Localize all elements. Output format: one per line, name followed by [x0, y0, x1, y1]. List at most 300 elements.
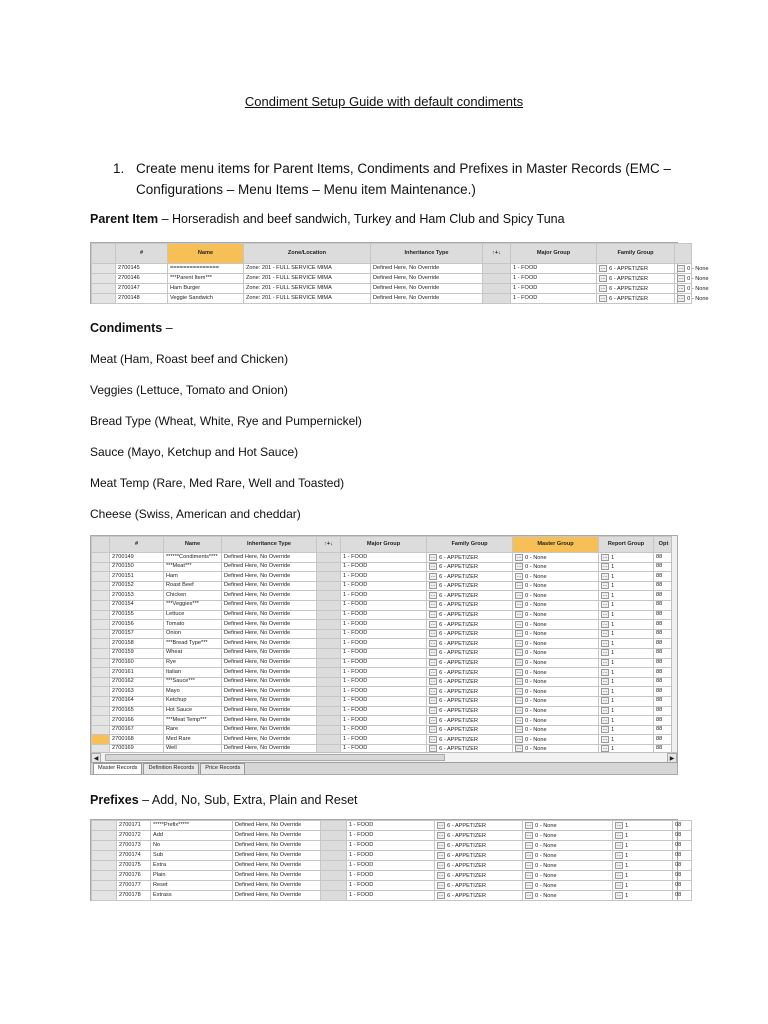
- master-group-cell[interactable]: ... 0 - None: [523, 871, 613, 881]
- ellipsis-button[interactable]: ...: [603, 563, 608, 570]
- name-cell[interactable]: ***Bread Type***: [164, 639, 222, 649]
- number-cell[interactable]: 2700174: [117, 851, 151, 861]
- name-cell[interactable]: ***Sauce***: [164, 677, 222, 687]
- col-header-major-group[interactable]: Major Group: [341, 537, 427, 553]
- ellipsis-button[interactable]: ...: [431, 591, 436, 598]
- opt-cell[interactable]: 08: [673, 821, 692, 831]
- ellipsis-button[interactable]: ...: [517, 611, 522, 618]
- table-row[interactable]: [92, 658, 674, 668]
- ellipsis-button[interactable]: ...: [439, 871, 444, 878]
- opt-cell[interactable]: 88: [654, 687, 674, 697]
- tab-definition-records[interactable]: Definition Records: [143, 763, 199, 774]
- inheritance-cell[interactable]: Defined Here, No Override: [233, 841, 321, 851]
- row-header[interactable]: [92, 871, 117, 881]
- row-header[interactable]: [92, 706, 110, 716]
- inheritance-cell[interactable]: Defined Here, No Override: [222, 744, 317, 754]
- major-group-cell[interactable]: 1 - FOOD: [341, 610, 427, 620]
- ellipsis-button[interactable]: ...: [439, 891, 444, 898]
- master-group-cell[interactable]: ... 0 - None: [513, 744, 599, 754]
- report-group-cell[interactable]: ... 1: [599, 620, 654, 630]
- inheritance-cell[interactable]: Defined Here, No Override: [222, 581, 317, 591]
- opt-cell[interactable]: 88: [654, 658, 674, 668]
- name-cell[interactable]: ***Veggies***: [164, 600, 222, 610]
- opt-cell[interactable]: 08: [673, 841, 692, 851]
- family-group-cell[interactable]: ... 6 - APPETIZER: [427, 581, 513, 591]
- number-cell[interactable]: 2700145: [116, 264, 168, 274]
- table-row[interactable]: [92, 735, 674, 745]
- extra-cell[interactable]: ... 0 - None: [675, 294, 692, 304]
- inheritance-cell[interactable]: Defined Here, No Override: [233, 861, 321, 871]
- row-header[interactable]: [92, 562, 110, 572]
- ellipsis-button[interactable]: ...: [617, 841, 622, 848]
- inheritance-cell[interactable]: Defined Here, No Override: [233, 871, 321, 881]
- inheritance-cell[interactable]: Defined Here, No Override: [222, 610, 317, 620]
- inheritance-cell[interactable]: Defined Here, No Override: [222, 572, 317, 582]
- report-group-cell[interactable]: ... 1: [599, 716, 654, 726]
- name-cell[interactable]: Well: [164, 744, 222, 754]
- col-header-sort-icon[interactable]: ↑+↓: [483, 244, 511, 264]
- master-group-cell[interactable]: ... 0 - None: [513, 725, 599, 735]
- inheritance-cell[interactable]: Defined Here, No Override: [222, 696, 317, 706]
- master-group-cell[interactable]: ... 0 - None: [523, 891, 613, 901]
- ellipsis-button[interactable]: ...: [517, 678, 522, 685]
- ellipsis-button[interactable]: ...: [431, 716, 436, 723]
- report-group-cell[interactable]: ... 1: [599, 668, 654, 678]
- name-cell[interactable]: Extrass: [151, 891, 233, 901]
- ellipsis-button[interactable]: ...: [431, 611, 436, 618]
- ellipsis-button[interactable]: ...: [617, 851, 622, 858]
- row-header[interactable]: [92, 677, 110, 687]
- inheritance-cell[interactable]: Defined Here, No Override: [222, 562, 317, 572]
- name-cell[interactable]: Ham: [164, 572, 222, 582]
- major-group-cell[interactable]: 1 - FOOD: [511, 264, 597, 274]
- row-header[interactable]: [92, 553, 110, 563]
- scroll-thumb[interactable]: [105, 754, 445, 761]
- number-cell[interactable]: 2700159: [110, 648, 164, 658]
- table-row[interactable]: [92, 581, 674, 591]
- major-group-cell[interactable]: 1 - FOOD: [341, 639, 427, 649]
- report-group-cell[interactable]: ... 1: [599, 600, 654, 610]
- master-group-cell[interactable]: ... 0 - None: [513, 591, 599, 601]
- ellipsis-button[interactable]: ...: [527, 831, 532, 838]
- number-cell[interactable]: 2700164: [110, 696, 164, 706]
- table-row[interactable]: [92, 620, 674, 630]
- row-header[interactable]: [92, 841, 117, 851]
- master-group-cell[interactable]: ... 0 - None: [513, 668, 599, 678]
- family-group-cell[interactable]: ... 6 - APPETIZER: [597, 294, 675, 304]
- ellipsis-button[interactable]: ...: [527, 891, 532, 898]
- row-header[interactable]: [92, 610, 110, 620]
- name-cell[interactable]: Onion: [164, 629, 222, 639]
- opt-cell[interactable]: 08: [673, 851, 692, 861]
- ellipsis-button[interactable]: ...: [603, 668, 608, 675]
- ellipsis-button[interactable]: ...: [431, 745, 436, 752]
- ellipsis-button[interactable]: ...: [603, 601, 608, 608]
- master-group-cell[interactable]: ... 0 - None: [513, 696, 599, 706]
- col-header-report-group[interactable]: Report Group: [599, 537, 654, 553]
- opt-cell[interactable]: 08: [673, 891, 692, 901]
- table-row[interactable]: [92, 841, 692, 851]
- opt-cell[interactable]: 08: [673, 831, 692, 841]
- ellipsis-button[interactable]: ...: [679, 284, 684, 291]
- name-cell[interactable]: Chicken: [164, 591, 222, 601]
- ellipsis-button[interactable]: ...: [431, 687, 436, 694]
- ellipsis-button[interactable]: ...: [603, 678, 608, 685]
- col-header-number[interactable]: #: [110, 537, 164, 553]
- ellipsis-button[interactable]: ...: [431, 649, 436, 656]
- number-cell[interactable]: 2700158: [110, 639, 164, 649]
- major-group-cell[interactable]: 1 - FOOD: [347, 851, 435, 861]
- number-cell[interactable]: 2700166: [110, 716, 164, 726]
- number-cell[interactable]: 2700173: [117, 841, 151, 851]
- opt-cell[interactable]: 88: [654, 553, 674, 563]
- ellipsis-button[interactable]: ...: [603, 591, 608, 598]
- major-group-cell[interactable]: 1 - FOOD: [341, 706, 427, 716]
- report-group-cell[interactable]: ... 1: [599, 735, 654, 745]
- table-row[interactable]: [92, 562, 674, 572]
- ellipsis-button[interactable]: ...: [603, 611, 608, 618]
- ellipsis-button[interactable]: ...: [431, 735, 436, 742]
- ellipsis-button[interactable]: ...: [517, 735, 522, 742]
- ellipsis-button[interactable]: ...: [601, 284, 606, 291]
- ellipsis-button[interactable]: ...: [517, 630, 522, 637]
- family-group-cell[interactable]: ... 6 - APPETIZER: [427, 677, 513, 687]
- inheritance-cell[interactable]: Defined Here, No Override: [222, 716, 317, 726]
- report-group-cell[interactable]: ... 1: [599, 553, 654, 563]
- row-header[interactable]: [92, 264, 116, 274]
- ellipsis-button[interactable]: ...: [439, 831, 444, 838]
- family-group-cell[interactable]: ... 6 - APPETIZER: [427, 572, 513, 582]
- number-cell[interactable]: 2700162: [110, 677, 164, 687]
- inheritance-cell[interactable]: Defined Here, No Override: [233, 821, 321, 831]
- number-cell[interactable]: 2700171: [117, 821, 151, 831]
- major-group-cell[interactable]: 1 - FOOD: [347, 861, 435, 871]
- family-group-cell[interactable]: ... 6 - APPETIZER: [427, 639, 513, 649]
- parent-items-grid[interactable]: [90, 242, 709, 304]
- master-group-cell[interactable]: ... 0 - None: [513, 687, 599, 697]
- ellipsis-button[interactable]: ...: [603, 707, 608, 713]
- major-group-cell[interactable]: 1 - FOOD: [341, 687, 427, 697]
- table-row[interactable]: [92, 572, 674, 582]
- master-group-cell[interactable]: ... 0 - None: [513, 553, 599, 563]
- zone-cell[interactable]: Zone: 201 - FULL SERVICE MIMA: [244, 264, 371, 274]
- ellipsis-button[interactable]: ...: [527, 871, 532, 878]
- family-group-cell[interactable]: ... 6 - APPETIZER: [427, 562, 513, 572]
- major-group-cell[interactable]: 1 - FOOD: [341, 696, 427, 706]
- number-cell[interactable]: 2700149: [110, 553, 164, 563]
- col-header-family-group[interactable]: Family Group: [427, 537, 513, 553]
- ellipsis-button[interactable]: ...: [617, 831, 622, 838]
- major-group-cell[interactable]: 1 - FOOD: [341, 600, 427, 610]
- opt-cell[interactable]: 88: [654, 581, 674, 591]
- table-row[interactable]: [92, 831, 692, 841]
- master-group-cell[interactable]: ... 0 - None: [523, 851, 613, 861]
- table-row[interactable]: [92, 851, 692, 861]
- report-group-cell[interactable]: ... 1: [599, 648, 654, 658]
- row-header[interactable]: [92, 881, 117, 891]
- ellipsis-button[interactable]: ...: [679, 294, 684, 301]
- scroll-right-icon[interactable]: ▶: [667, 753, 677, 763]
- opt-cell[interactable]: 88: [654, 735, 674, 745]
- ellipsis-button[interactable]: ...: [431, 630, 436, 637]
- number-cell[interactable]: 2700177: [117, 881, 151, 891]
- family-group-cell[interactable]: ... 6 - APPETIZER: [427, 600, 513, 610]
- opt-cell[interactable]: 88: [654, 639, 674, 649]
- name-cell[interactable]: Wheat: [164, 648, 222, 658]
- number-cell[interactable]: 2700154: [110, 600, 164, 610]
- ellipsis-button[interactable]: ...: [603, 716, 608, 723]
- tab-master-records[interactable]: Master Records: [93, 763, 142, 774]
- family-group-cell[interactable]: ... 6 - APPETIZER: [427, 716, 513, 726]
- inheritance-cell[interactable]: Defined Here, No Override: [233, 891, 321, 901]
- opt-cell[interactable]: 88: [654, 600, 674, 610]
- major-group-cell[interactable]: 1 - FOOD: [341, 735, 427, 745]
- inheritance-cell[interactable]: Defined Here, No Override: [222, 639, 317, 649]
- ellipsis-button[interactable]: ...: [603, 687, 608, 694]
- row-header[interactable]: [92, 294, 116, 304]
- ellipsis-button[interactable]: ...: [679, 274, 684, 281]
- report-group-cell[interactable]: ... 1: [613, 851, 673, 861]
- row-header[interactable]: [92, 591, 110, 601]
- inheritance-cell[interactable]: Defined Here, No Override: [233, 851, 321, 861]
- major-group-cell[interactable]: 1 - FOOD: [347, 871, 435, 881]
- table-row[interactable]: [92, 264, 692, 274]
- ellipsis-button[interactable]: ...: [431, 620, 436, 627]
- opt-cell[interactable]: 88: [654, 716, 674, 726]
- report-group-cell[interactable]: ... 1: [613, 861, 673, 871]
- table-row[interactable]: [92, 687, 674, 697]
- master-group-cell[interactable]: ... 0 - None: [513, 600, 599, 610]
- name-cell[interactable]: Roast Beef: [164, 581, 222, 591]
- family-group-cell[interactable]: ... 6 - APPETIZER: [597, 274, 675, 284]
- ellipsis-button[interactable]: ...: [601, 294, 606, 301]
- family-group-cell[interactable]: ... 6 - APPETIZER: [435, 891, 523, 901]
- inheritance-cell[interactable]: Defined Here, No Override: [222, 629, 317, 639]
- inheritance-cell[interactable]: Defined Here, No Override: [222, 658, 317, 668]
- row-header[interactable]: [92, 851, 117, 861]
- name-cell[interactable]: ===============: [168, 264, 244, 274]
- row-header[interactable]: [92, 581, 110, 591]
- name-cell[interactable]: ******Condiments****: [164, 553, 222, 563]
- row-header[interactable]: [92, 284, 116, 294]
- report-group-cell[interactable]: ... 1: [599, 562, 654, 572]
- number-cell[interactable]: 2700160: [110, 658, 164, 668]
- master-group-cell[interactable]: ... 0 - None: [513, 581, 599, 591]
- ellipsis-button[interactable]: ...: [431, 582, 436, 589]
- name-cell[interactable]: Sub: [151, 851, 233, 861]
- horizontal-scrollbar[interactable]: [91, 752, 677, 762]
- family-group-cell[interactable]: ... 6 - APPETIZER: [427, 610, 513, 620]
- major-group-cell[interactable]: 1 - FOOD: [347, 841, 435, 851]
- master-group-cell[interactable]: ... 0 - None: [513, 677, 599, 687]
- inheritance-cell[interactable]: Defined Here, No Override: [222, 677, 317, 687]
- master-group-cell[interactable]: ... 0 - None: [513, 735, 599, 745]
- extra-cell[interactable]: ... 0 - None: [675, 284, 692, 294]
- major-group-cell[interactable]: 1 - FOOD: [341, 620, 427, 630]
- inheritance-cell[interactable]: Defined Here, No Override: [371, 274, 483, 284]
- report-group-cell[interactable]: ... 1: [599, 639, 654, 649]
- opt-cell[interactable]: 08: [673, 871, 692, 881]
- table-row[interactable]: [92, 284, 692, 294]
- ellipsis-button[interactable]: ...: [601, 264, 606, 271]
- table-row[interactable]: [92, 668, 674, 678]
- inheritance-cell[interactable]: Defined Here, No Override: [222, 620, 317, 630]
- ellipsis-button[interactable]: ...: [527, 841, 532, 848]
- opt-cell[interactable]: 08: [673, 861, 692, 871]
- major-group-cell[interactable]: 1 - FOOD: [341, 725, 427, 735]
- report-group-cell[interactable]: ... 1: [599, 591, 654, 601]
- table-row[interactable]: [92, 553, 674, 563]
- table-row[interactable]: [92, 881, 692, 891]
- major-group-cell[interactable]: 1 - FOOD: [341, 629, 427, 639]
- report-group-cell[interactable]: ... 1: [599, 687, 654, 697]
- name-cell[interactable]: Reset: [151, 881, 233, 891]
- major-group-cell[interactable]: 1 - FOOD: [341, 744, 427, 754]
- row-header[interactable]: [92, 861, 117, 871]
- family-group-cell[interactable]: ... 6 - APPETIZER: [427, 553, 513, 563]
- name-cell[interactable]: ***Meat Temp***: [164, 716, 222, 726]
- inheritance-cell[interactable]: Defined Here, No Override: [233, 881, 321, 891]
- report-group-cell[interactable]: ... 1: [599, 744, 654, 754]
- col-header-name[interactable]: Name: [168, 244, 244, 264]
- inheritance-cell[interactable]: Defined Here, No Override: [222, 706, 317, 716]
- family-group-cell[interactable]: ... 6 - APPETIZER: [435, 851, 523, 861]
- number-cell[interactable]: 2700153: [110, 591, 164, 601]
- family-group-cell[interactable]: ... 6 - APPETIZER: [435, 881, 523, 891]
- name-cell[interactable]: Ham Burger: [168, 284, 244, 294]
- master-group-cell[interactable]: ... 0 - None: [523, 841, 613, 851]
- row-header[interactable]: [92, 687, 110, 697]
- number-cell[interactable]: 2700163: [110, 687, 164, 697]
- master-group-cell[interactable]: ... 0 - None: [523, 861, 613, 871]
- row-header[interactable]: [92, 629, 110, 639]
- ellipsis-button[interactable]: ...: [603, 553, 608, 560]
- name-cell[interactable]: ***Meat***: [164, 562, 222, 572]
- report-group-cell[interactable]: ... 1: [613, 831, 673, 841]
- col-header-major-group[interactable]: Major Group: [511, 244, 597, 264]
- report-group-cell[interactable]: ... 1: [599, 696, 654, 706]
- ellipsis-button[interactable]: ...: [603, 745, 608, 752]
- opt-cell[interactable]: 88: [654, 591, 674, 601]
- ellipsis-button[interactable]: ...: [603, 659, 608, 666]
- ellipsis-button[interactable]: ...: [517, 582, 522, 589]
- inheritance-cell[interactable]: Defined Here, No Override: [222, 735, 317, 745]
- master-group-cell[interactable]: ... 0 - None: [513, 629, 599, 639]
- ellipsis-button[interactable]: ...: [439, 851, 444, 858]
- table-row[interactable]: [92, 677, 674, 687]
- condiments-grid[interactable]: [90, 535, 678, 775]
- ellipsis-button[interactable]: ...: [517, 601, 522, 608]
- name-cell[interactable]: Add: [151, 831, 233, 841]
- ellipsis-button[interactable]: ...: [517, 553, 522, 560]
- table-row[interactable]: [92, 610, 674, 620]
- name-cell[interactable]: Med Rare: [164, 735, 222, 745]
- name-cell[interactable]: Mayo: [164, 687, 222, 697]
- report-group-cell[interactable]: ... 1: [599, 725, 654, 735]
- ellipsis-button[interactable]: ...: [603, 620, 608, 627]
- row-header[interactable]: [92, 274, 116, 284]
- row-header[interactable]: [92, 648, 110, 658]
- ellipsis-button[interactable]: ...: [431, 659, 436, 666]
- table-row[interactable]: [92, 861, 692, 871]
- report-group-cell[interactable]: ... 1: [599, 572, 654, 582]
- number-cell[interactable]: 2700167: [110, 725, 164, 735]
- ellipsis-button[interactable]: ...: [517, 649, 522, 656]
- name-cell[interactable]: ***Parent Item***: [168, 274, 244, 284]
- table-row[interactable]: [92, 629, 674, 639]
- family-group-cell[interactable]: ... 6 - APPETIZER: [597, 264, 675, 274]
- table-row[interactable]: [92, 648, 674, 658]
- opt-cell[interactable]: 88: [654, 610, 674, 620]
- inheritance-cell[interactable]: Defined Here, No Override: [233, 831, 321, 841]
- ellipsis-button[interactable]: ...: [517, 659, 522, 666]
- name-cell[interactable]: *****Prefix*****: [151, 821, 233, 831]
- row-header[interactable]: [92, 572, 110, 582]
- name-cell[interactable]: Lettuce: [164, 610, 222, 620]
- major-group-cell[interactable]: 1 - FOOD: [341, 648, 427, 658]
- name-cell[interactable]: Ketchup: [164, 696, 222, 706]
- ellipsis-button[interactable]: ...: [603, 630, 608, 637]
- family-group-cell[interactable]: ... 6 - APPETIZER: [427, 744, 513, 754]
- inheritance-cell[interactable]: Defined Here, No Override: [222, 725, 317, 735]
- table-row[interactable]: [92, 821, 692, 831]
- name-cell[interactable]: Hot Sauce: [164, 706, 222, 716]
- major-group-cell[interactable]: 1 - FOOD: [341, 581, 427, 591]
- number-cell[interactable]: 2700146: [116, 274, 168, 284]
- ellipsis-button[interactable]: ...: [527, 851, 532, 858]
- ellipsis-button[interactable]: ...: [527, 821, 532, 828]
- inheritance-cell[interactable]: Defined Here, No Override: [371, 284, 483, 294]
- ellipsis-button[interactable]: ...: [527, 861, 532, 868]
- col-header-inheritance-type[interactable]: Inheritance Type: [371, 244, 483, 264]
- report-group-cell[interactable]: ... 1: [613, 871, 673, 881]
- major-group-cell[interactable]: 1 - FOOD: [341, 591, 427, 601]
- major-group-cell[interactable]: 1 - FOOD: [511, 294, 597, 304]
- prefixes-grid[interactable]: [90, 819, 682, 901]
- number-cell[interactable]: 2700152: [110, 581, 164, 591]
- row-header[interactable]: [92, 696, 110, 706]
- zone-cell[interactable]: Zone: 201 - FULL SERVICE MIMA: [244, 274, 371, 284]
- number-cell[interactable]: 2700168: [110, 735, 164, 745]
- ellipsis-button[interactable]: ...: [617, 821, 622, 828]
- ellipsis-button[interactable]: ...: [517, 687, 522, 694]
- family-group-cell[interactable]: ... 6 - APPETIZER: [435, 861, 523, 871]
- master-group-cell[interactable]: ... 0 - None: [513, 639, 599, 649]
- ellipsis-button[interactable]: ...: [617, 891, 622, 898]
- ellipsis-button[interactable]: ...: [431, 639, 436, 646]
- col-header-opt[interactable]: Opt: [654, 537, 674, 553]
- family-group-cell[interactable]: ... 6 - APPETIZER: [427, 591, 513, 601]
- number-cell[interactable]: 2700150: [110, 562, 164, 572]
- table-row[interactable]: [92, 891, 692, 901]
- family-group-cell[interactable]: ... 6 - APPETIZER: [435, 871, 523, 881]
- ellipsis-button[interactable]: ...: [603, 582, 608, 589]
- ellipsis-button[interactable]: ...: [517, 591, 522, 598]
- major-group-cell[interactable]: 1 - FOOD: [341, 677, 427, 687]
- number-cell[interactable]: 2700155: [110, 610, 164, 620]
- opt-cell[interactable]: 88: [654, 696, 674, 706]
- opt-cell[interactable]: 88: [654, 629, 674, 639]
- ellipsis-button[interactable]: ...: [439, 821, 444, 828]
- major-group-cell[interactable]: 1 - FOOD: [511, 274, 597, 284]
- major-group-cell[interactable]: 1 - FOOD: [347, 881, 435, 891]
- ellipsis-button[interactable]: ...: [431, 707, 436, 713]
- ellipsis-button[interactable]: ...: [517, 639, 522, 646]
- opt-cell[interactable]: 88: [654, 572, 674, 582]
- col-header-number[interactable]: #: [116, 244, 168, 264]
- table-row[interactable]: [92, 274, 692, 284]
- family-group-cell[interactable]: ... 6 - APPETIZER: [427, 668, 513, 678]
